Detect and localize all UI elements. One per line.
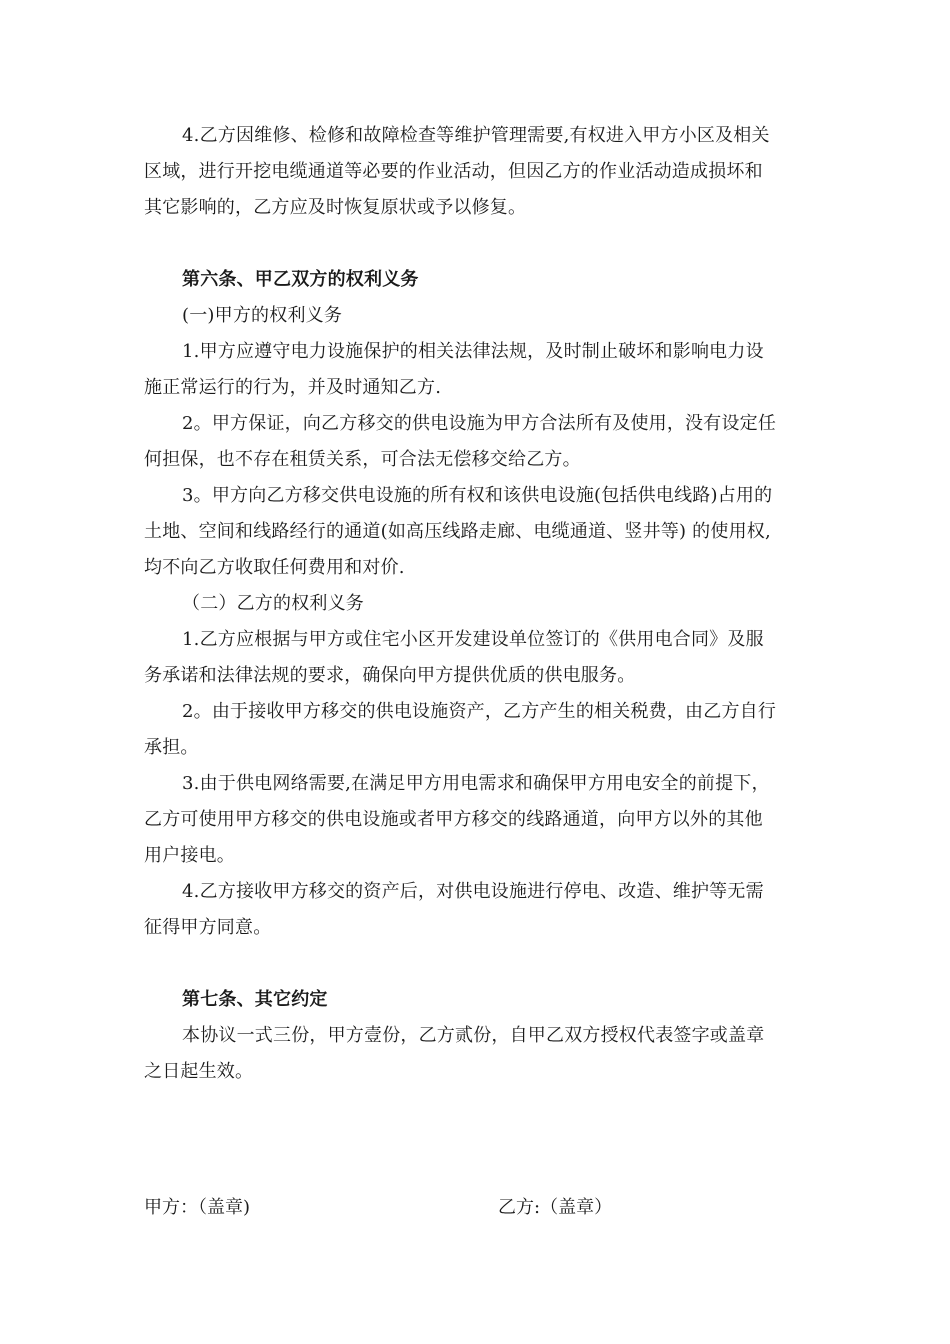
party-b-item-3-line-1: 3.由于供电网络需要,在满足甲方用电需求和确保甲方用电安全的前提下， bbox=[182, 773, 770, 794]
party-b-item-2-line-1: 2。由于接收甲方移交的供电设施资产，乙方产生的相关税费，由乙方自行 bbox=[182, 701, 777, 722]
clause-4-line-1: 4.乙方因维修、检修和故障检查等维护管理需要,有权进入甲方小区及相关 bbox=[182, 125, 770, 146]
party-b-item-4-line-1: 4.乙方接收甲方移交的资产后，对供电设施进行停电、改造、维护等无需 bbox=[182, 881, 764, 902]
clause-4-line-3: 其它影响的，乙方应及时恢复原状或予以修复。 bbox=[144, 197, 527, 218]
party-a-heading: (一)甲方的权利义务 bbox=[182, 305, 343, 326]
party-a-item-3-line-1: 3。甲方向乙方移交供电设施的所有权和该供电设施(包括供电线路)占用的 bbox=[182, 485, 773, 506]
party-a-signature: 甲方：（盖章) bbox=[144, 1197, 251, 1218]
party-b-heading: （二）乙方的权利义务 bbox=[182, 593, 364, 614]
article-6-title: 第六条、甲乙双方的权利义务 bbox=[182, 269, 419, 290]
party-b-item-2-line-2: 承担。 bbox=[144, 737, 199, 758]
party-b-item-1-line-1: 1.乙方应根据与甲方或住宅小区开发建设单位签订的《供用电合同》及服 bbox=[182, 629, 764, 650]
article-7-title: 第七条、其它约定 bbox=[182, 989, 328, 1010]
party-b-item-4-line-2: 征得甲方同意。 bbox=[144, 917, 272, 938]
party-a-item-3-line-2: 土地、空间和线路经行的通道(如高压线路走廊、电缆通道、竖井等) 的使用权, bbox=[144, 521, 771, 542]
party-a-item-3-line-3: 均不向乙方收取任何费用和对价. bbox=[144, 557, 405, 578]
clause-4-line-2: 区域，进行开挖电缆通道等必要的作业活动，但因乙方的作业活动造成损坏和 bbox=[144, 161, 763, 182]
party-a-item-1-line-1: 1.甲方应遵守电力设施保护的相关法律法规，及时制止破坏和影响电力设 bbox=[182, 341, 764, 362]
article-7-body-line-1: 本协议一式三份，甲方壹份，乙方贰份，自甲乙双方授权代表签字或盖章 bbox=[182, 1025, 765, 1046]
party-a-item-1-line-2: 施正常运行的行为，并及时通知乙方. bbox=[144, 377, 442, 398]
party-b-signature: 乙方:（盖章） bbox=[498, 1197, 613, 1218]
party-a-item-2-line-2: 何担保，也不存在租赁关系，可合法无偿移交给乙方。 bbox=[144, 449, 581, 470]
party-a-item-2-line-1: 2。甲方保证，向乙方移交的供电设施为甲方合法所有及使用，没有设定任 bbox=[182, 413, 777, 434]
party-b-item-3-line-3: 用户接电。 bbox=[144, 845, 235, 866]
party-b-item-1-line-2: 务承诺和法律法规的要求，确保向甲方提供优质的供电服务。 bbox=[144, 665, 636, 686]
party-b-item-3-line-2: 乙方可使用甲方移交的供电设施或者甲方移交的线路通道，向甲方以外的其他 bbox=[144, 809, 763, 830]
article-7-body-line-2: 之日起生效。 bbox=[144, 1061, 254, 1082]
